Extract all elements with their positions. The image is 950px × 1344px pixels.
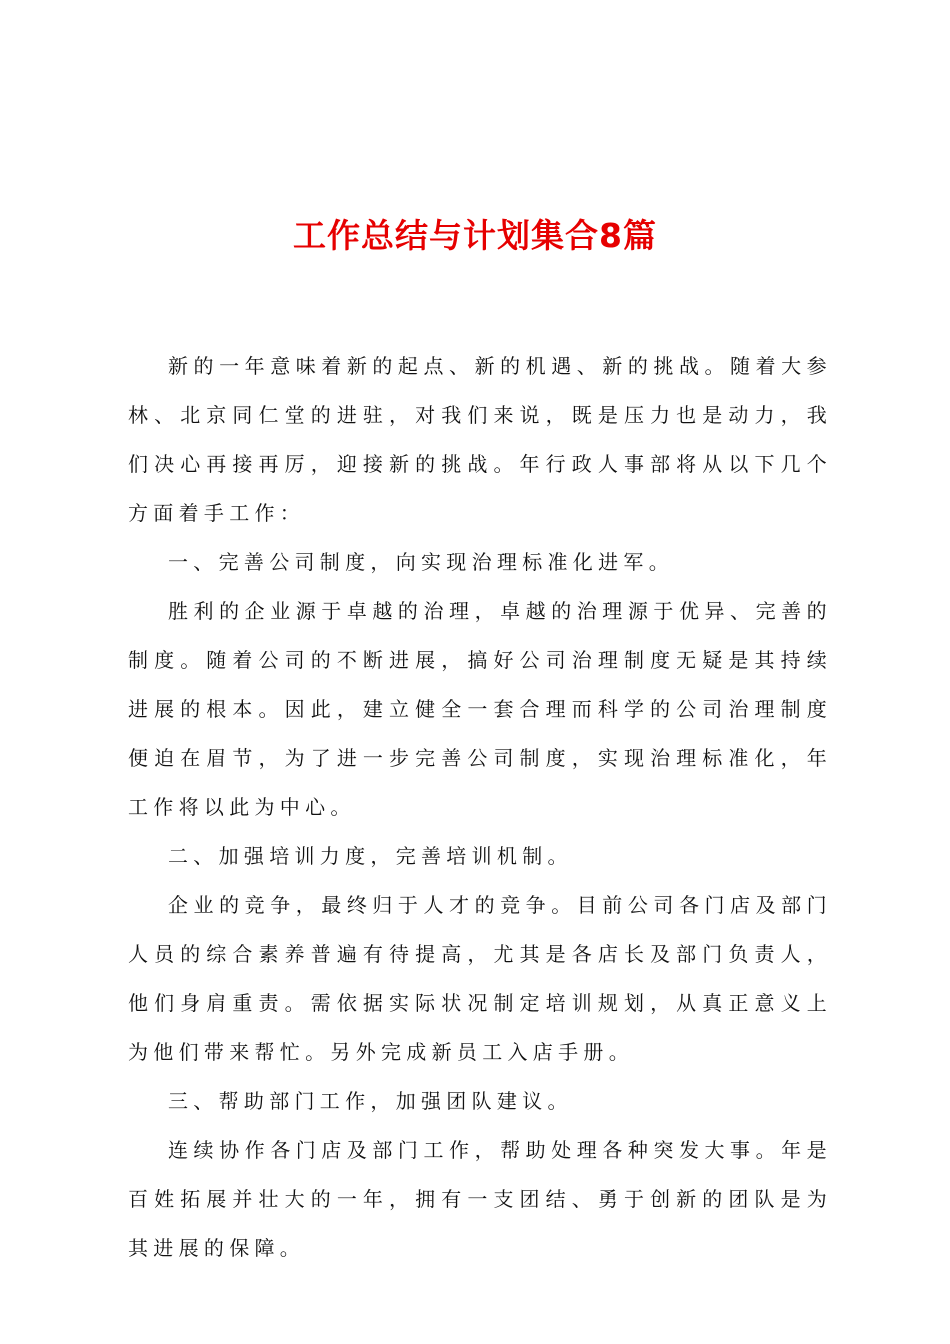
document-title: 工作总结与计划集合8篇 bbox=[293, 216, 657, 255]
section-heading-2: 二、加强培训力度，完善培训机制。 bbox=[168, 844, 573, 868]
paragraph-intro: 新的一年意味着新的起点、新的机遇、新的挑战。随着大参林、北京同仁堂的进驻，对我们来说，既是压力也是动力，我们决心再接再厉，迎接新的挑战。年行政人事部将从以下几个方面着手工作： bbox=[128, 354, 832, 525]
paragraph-section-2: 企业的竞争，最终归于人才的竞争。目前公司各门店及部门人员的综合素养普遍有待提高，尤其是各店长及部门负责人，他们身肩重责。需依据实际状况制定培训规划，从真正意义上为他们带来帮忙。另外完成新员工入店手册。 bbox=[128, 893, 832, 1064]
paragraph-section-1: 胜利的企业源于卓越的治理，卓越的治理源于优异、完善的制度。随着公司的不断进展，搞好公司治理制度无疑是其持续进展的根本。因此，建立健全一套合理而科学的公司治理制度便迫在眉节，为了进一步完善公司制度，实现治理标准化，年工作将以此为中心。 bbox=[128, 599, 832, 819]
section-heading-1: 一、完善公司制度，向实现治理标准化进军。 bbox=[168, 550, 674, 574]
document-body bbox=[128, 342, 832, 1273]
paragraph-section-3: 连续协作各门店及部门工作，帮助处理各种突发大事。年是百姓拓展并壮大的一年，拥有一支团结、勇于创新的团队是为其进展的保障。 bbox=[128, 1138, 832, 1260]
section-heading-3: 三、帮助部门工作，加强团队建议。 bbox=[168, 1089, 573, 1113]
